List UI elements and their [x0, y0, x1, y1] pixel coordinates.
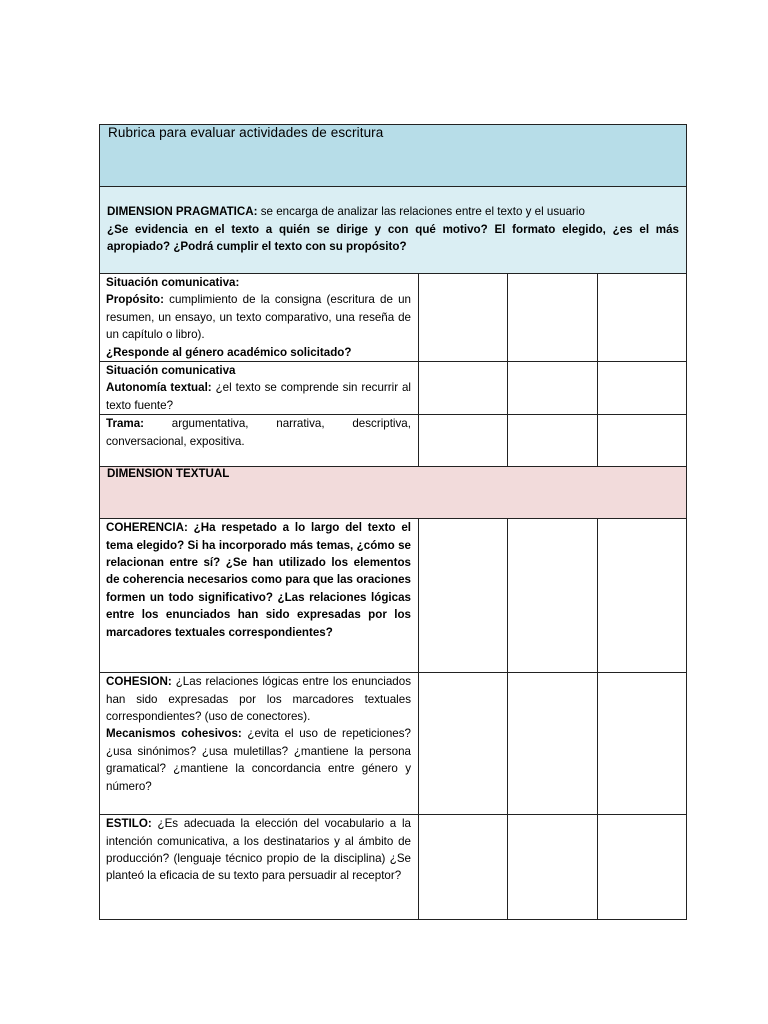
score-cell[interactable]: [508, 274, 598, 362]
pragmatica-desc: se encarga de analizar las relaciones entre el texto y el usuario: [260, 205, 585, 218]
rubric-table: [99, 124, 687, 920]
criterion-row-cohesion: [100, 673, 687, 815]
criterion-label: Propósito:: [106, 293, 164, 307]
criterion-cell: [100, 519, 419, 673]
rubric-title: Rubrica para evaluar actividades de escritura: [108, 125, 384, 140]
criterion-row-situacion-2: [100, 362, 687, 415]
score-cell[interactable]: [508, 519, 598, 673]
score-cell[interactable]: [419, 362, 508, 415]
criterion-text: ¿Las relaciones lógicas entre los enunciados han sido expresadas por los marcadores textuales correspondientes? (uso de conectores).: [106, 675, 411, 724]
criterion-label: ESTILO:: [106, 817, 152, 831]
criterion-heading: Situación comunicativa: [106, 364, 236, 378]
score-cell[interactable]: [419, 673, 508, 815]
score-cell[interactable]: [598, 519, 687, 673]
score-cell[interactable]: [598, 673, 687, 815]
score-cell[interactable]: [508, 815, 598, 920]
criterion-cell: [100, 673, 419, 815]
criterion-label: COHESION:: [106, 675, 172, 689]
criterion-cell: [100, 274, 419, 362]
criterion-text: ¿el texto se comprende sin recurrir al texto fuente?: [106, 381, 411, 412]
criterion-row-estilo: [100, 815, 687, 920]
textual-row: [100, 467, 687, 519]
score-cell[interactable]: [598, 274, 687, 362]
criterion-row-trama: [100, 415, 687, 467]
score-cell[interactable]: [508, 362, 598, 415]
score-cell[interactable]: [419, 815, 508, 920]
criterion-text: ¿Ha respetado a lo largo del texto el tema elegido? Si ha incorporado más temas, ¿cómo se relacionan entre sí? ¿Se han utilizado los elementos de coherencia necesarios como para que las oraciones formen un todo significativo? ¿Las relaciones lógicas entre los enunciados han sido expresadas por los marcadores textuales correspondientes?: [106, 521, 411, 639]
criterion-cell: [100, 815, 419, 920]
pragmatica-label: DIMENSION PRAGMATICA:: [107, 205, 258, 218]
criterion-row-coherencia: [100, 519, 687, 673]
criterion-cell: [100, 415, 419, 467]
pragmatica-row: [100, 187, 687, 274]
score-cell[interactable]: [598, 815, 687, 920]
pragmatica-questions: ¿Se evidencia en el texto a quién se dirige y con qué motivo? El formato elegido, ¿es el más apropiado? ¿Podrá cumplir el texto con su propósito?: [107, 222, 680, 253]
criterion-row-situacion-1: [100, 274, 687, 362]
score-cell[interactable]: [419, 519, 508, 673]
criterion-text: cumplimiento de la consigna (escritura de un resumen, un ensayo, un texto comparativo, una reseña de un capítulo o libro).: [106, 293, 411, 342]
criterion-question: ¿Responde al género académico solicitado?: [106, 345, 352, 359]
score-cell[interactable]: [508, 673, 598, 815]
title-cell: [100, 125, 687, 187]
title-row: [100, 125, 687, 187]
pragmatica-text: [100, 187, 686, 256]
criterion-label: Mecanismos cohesivos:: [106, 727, 242, 741]
criterion-text: ¿Es adecuada la elección del vocabulario a la intención comunicativa, a los destinatarios y al ámbito de producción? (lenguaje técnico propio de la disciplina) ¿Se planteó la eficacia de su texto para persuadir al receptor?: [106, 817, 411, 883]
criterion-heading: Situación comunicativa:: [106, 276, 240, 289]
score-cell[interactable]: [598, 362, 687, 415]
pragmatica-line: [107, 203, 679, 221]
score-cell[interactable]: [419, 274, 508, 362]
textual-heading: DIMENSION TEXTUAL: [107, 467, 230, 481]
criterion-cell: [100, 362, 419, 415]
criterion-label: Trama:: [106, 417, 145, 431]
criterion-label: Autonomía textual:: [106, 381, 212, 395]
criterion-text: ¿evita el uso de repeticiones? ¿usa sinónimos? ¿usa muletillas? ¿mantiene la persona gramatical? ¿mantiene la concordancia entre género y número?: [106, 727, 411, 793]
score-cell[interactable]: [598, 415, 687, 467]
pragmatica-cell: [100, 187, 687, 274]
criterion-text: argumentativa, narrativa, descriptiva, conversacional, expositiva.: [106, 417, 411, 448]
criterion-label: COHERENCIA:: [106, 521, 188, 535]
score-cell[interactable]: [508, 415, 598, 467]
textual-cell: [100, 467, 687, 519]
score-cell[interactable]: [419, 415, 508, 467]
